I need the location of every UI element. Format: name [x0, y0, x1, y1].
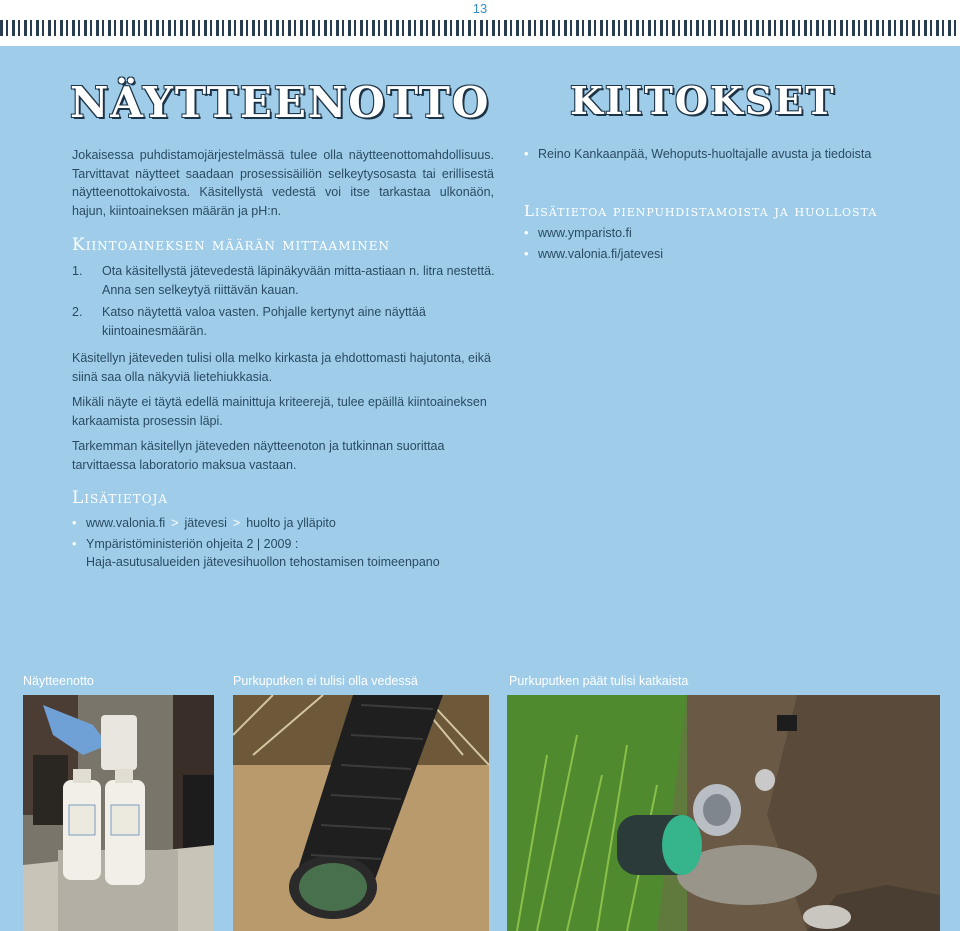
caption-photo-1: Näytteenotto [23, 674, 94, 688]
caption-photo-3: Purkuputken päät tulisi katkaista [509, 674, 689, 688]
sample-bottles-photo [23, 695, 214, 931]
list-item [72, 535, 500, 572]
step-number: 2. [72, 305, 83, 319]
list-item [72, 262, 500, 299]
link-valonia[interactable]: www.valonia.fi [86, 516, 166, 530]
step-text: Katso näytettä valoa vasten. Pohjalle kertynyt aine näyttää kiintoainesmäärän. [102, 305, 426, 338]
thanks-list [524, 145, 944, 166]
breadcrumb-jatevesi: jätevesi [184, 516, 227, 530]
thanks-text: Reino Kankaanpää, Wehoputs-huoltajalle avusta ja tiedoista [538, 147, 872, 161]
list-item [72, 303, 500, 340]
link-ymparisto[interactable]: www.ymparisto.fi [538, 226, 632, 240]
pipe-in-water-photo [233, 695, 489, 931]
caption-photo-2: Purkuputken ei tulisi olla vedessä [233, 674, 418, 688]
list-item [524, 145, 944, 164]
intro-paragraph: Jokaisessa puhdistamojärjestelmässä tulee olla näytteenottomahdollisuus. Tarvittavat näytteet saadaan prosessisäiliön selkeytysosasta tai erillisestä näytteenottokaivosta. Käsitellystä vedestä voi itse tarkastaa ulkonäön, hajun, kiintoaineksen määrän ja pH:n. [72, 148, 494, 218]
heading-lisatietoa: Lisätietoa pienpuhdistamoista ja huollosta [524, 202, 878, 220]
more-info-list [72, 514, 500, 574]
breadcrumb-huolto: huolto ja ylläpito [246, 516, 336, 530]
title-nayttenotto: NÄYTTEENOTTO [70, 78, 491, 127]
bullet-icon: • [72, 535, 77, 551]
step-number: 1. [72, 264, 83, 278]
steps-list [72, 262, 500, 344]
list-item [524, 224, 944, 243]
list-item [524, 245, 944, 264]
link-valonia-jatevesi[interactable]: www.valonia.fi/jatevesi [538, 246, 664, 261]
breadcrumb-separator: > [232, 516, 241, 530]
heading-lisatietoja: Lisätietoja [72, 488, 169, 508]
paragraph-3: Tarkemman käsitellyn jäteveden näytteenoton ja tutkinnan suorittaa tarvittaessa laboratorio maksua vastaan. [72, 439, 445, 472]
paragraph-1: Käsitellyn jäteveden tulisi olla melko kirkasta ja ehdottomasti hajutonta, eikä siinä saa olla näkyviä lietehiukkasia. [72, 351, 491, 384]
links-list [524, 224, 944, 265]
bullet-icon: • [72, 515, 77, 530]
title-kiitokset: KIITOKSET [570, 78, 836, 123]
breadcrumb-separator: > [171, 516, 179, 530]
decorative-hatch-band [0, 20, 960, 36]
paragraph-2: Mikäli näyte ei täytä edellä mainittuja kriteerejä, tulee epäillä kiintoaineksen karkaamista prosessin läpi. [72, 395, 487, 428]
page-number: 13 [472, 1, 488, 16]
section-heading-kiintoaines: Kiintoaineksen määrän mittaaminen [72, 235, 390, 255]
bullet-icon: • [524, 225, 529, 240]
bullet-icon: • [524, 146, 529, 161]
reference-line-2: Haja-asutusalueiden jätevesihuollon tehostamisen toimeenpano [86, 555, 440, 569]
bullet-icon: • [524, 245, 529, 261]
reference-line-1: Ympäristöministeriön ohjeita 2 | 2009 : [86, 536, 299, 551]
list-item [72, 514, 500, 533]
step-text: Ota käsitellystä jätevedestä läpinäkyvään mitta-astiaan n. litra nestettä. Anna sen selkeytyä riittävän kauan. [102, 264, 495, 297]
pipe-ends-photo [507, 695, 940, 931]
